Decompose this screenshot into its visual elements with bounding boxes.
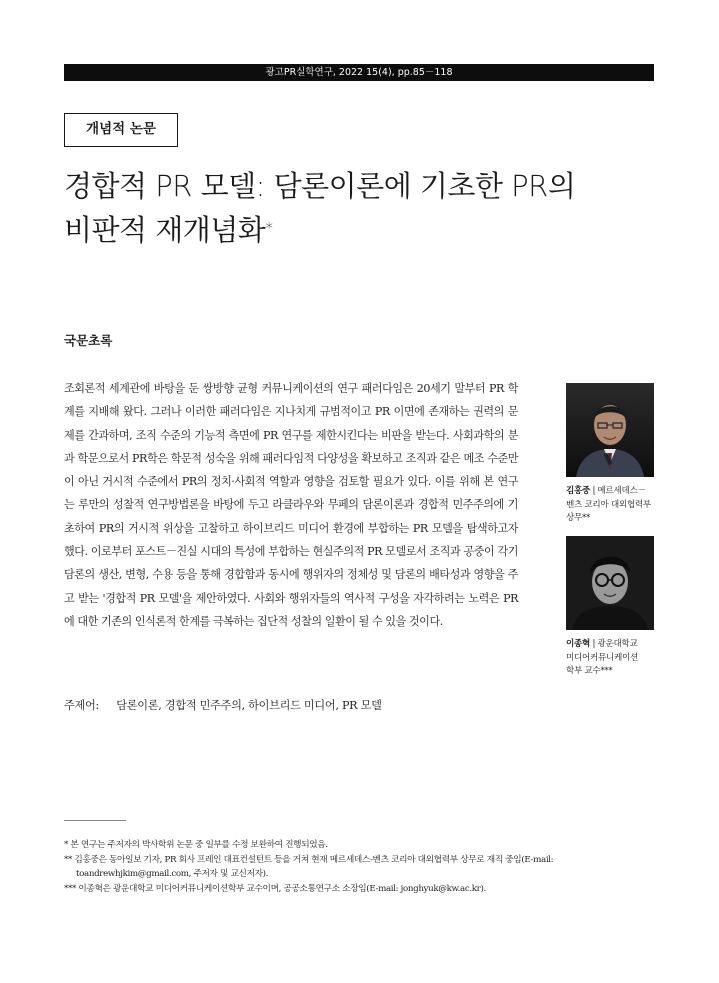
- article-category: 개념적 논문: [86, 121, 156, 137]
- footnote-2: ** 김홍중은 동아일보 기자, PR 회사 프레인 대표컨설턴트 등을 거쳐 현재 메르세데스-벤츠 코리아 대외협력부 상무로 재직 중임(E-mail: toandrewhjkim@gmail.com, 주저자 및 교신저자).: [64, 854, 554, 879]
- title-line-1: 경합적 PR 모델: 담론이론에 기초한 PR의: [64, 169, 576, 203]
- keywords: [64, 697, 518, 713]
- author-2-affiliation-1: | 광운대학교: [592, 639, 638, 649]
- author-1-affiliation-2: 벤츠 코리아 대외협력부: [566, 499, 651, 510]
- paper-title: [64, 164, 664, 252]
- journal-header-bar: [64, 64, 654, 81]
- author-1-affiliation-1: | 메르세데스－: [592, 486, 646, 496]
- title-footnote-mark: *: [265, 219, 273, 237]
- footnote-1: * 본 연구는 주저자의 박사학위 논문 중 일부를 수정 보완하여 진행되었음.: [64, 840, 328, 850]
- author-2-affiliation-3: 학부 교수***: [566, 666, 613, 676]
- author-2-name: 이종혁: [566, 639, 591, 649]
- title-line-2: [64, 208, 664, 252]
- author-card-2: [566, 536, 656, 679]
- keywords-label: 주제어:: [64, 699, 99, 712]
- footnote-divider: [64, 820, 126, 821]
- footnote-3: *** 이종혁은 광운대학교 미디어커뮤니케이션학부 교수이며, 공공소통연구소 소장임(E-mail: jonghyuk@kw.ac.kr).: [64, 883, 486, 894]
- keywords-text: 담론이론, 경합적 민주주의, 하이브리드 미디어, PR 모델: [116, 699, 382, 712]
- author-2-affiliation-2: 미디어커뮤니케이션: [566, 652, 639, 663]
- author-card-1: [566, 383, 656, 526]
- author-1-line-1: [566, 485, 656, 499]
- journal-citation: 광고PR실학연구, 2022 15(4), pp.85－118: [265, 67, 453, 78]
- article-category-box: [64, 113, 178, 147]
- author-photo-1: [566, 383, 654, 477]
- author-1-affiliation-3: 상무**: [566, 513, 590, 523]
- author-1-name: 김홍중: [566, 486, 591, 496]
- author-photo-2: [566, 536, 654, 630]
- title-line-2-text: 비판적 재개념화: [64, 213, 266, 247]
- abstract-body: 조회론적 세계관에 바탕을 둔 쌍방향 균형 커뮤니케이션의 연구 패러다임은 20세기 말부터 PR 학계를 지배해 왔다. 그러나 이러한 패러다임은 지나치게 규범적이고 PR 이면에 존재하는 권력의 문제를 간과하며, 조직 수준의 기능적 측면에 PR 연구를 제한시킨다는 비판을 받는다. 사회과학의 분과 학문으로서 PR학은 학문적 성숙을 위해 패러다임적 다양성을 확보하고 조직과 같은 메조 수준만이 아닌 거시적 수준에서 PR의 정치·사회적 역할과 영향을 검토할 필요가 있다. 이를 위해 본 연구는 루만의 성찰적 연구방법론을 바탕에 두고 라클라우와 무페의 담론이론과 경합적 민주주의에 기초하여 PR의 거시적 위상을 고찰하고 하이브리드 미디어 환경에 부합하는 PR 모델을 탐색하고자 했다. 이로부터 포스트－진실 시대의 특성에 부합하는 현실주의적 PR 모델로서 조직과 공중이 각기 담론의 생산, 변형, 수용 등을 통해 경합함과 동시에 행위자의 정체성 및 담론의 배타성과 영향을 주고 받는 '경합적 PR 모델'을 제안하였다. 사회와 행위자들의 역사적 구성을 자각하려는 노력은 PR에 대한 기존의 인식론적 한계를 극복하는 집단적 성찰의 일환이 될 수 있을 것이다.: [64, 382, 518, 628]
- author-2-line-1: [566, 638, 656, 652]
- footnotes: [64, 838, 660, 896]
- abstract-heading: 국문초록: [64, 333, 113, 348]
